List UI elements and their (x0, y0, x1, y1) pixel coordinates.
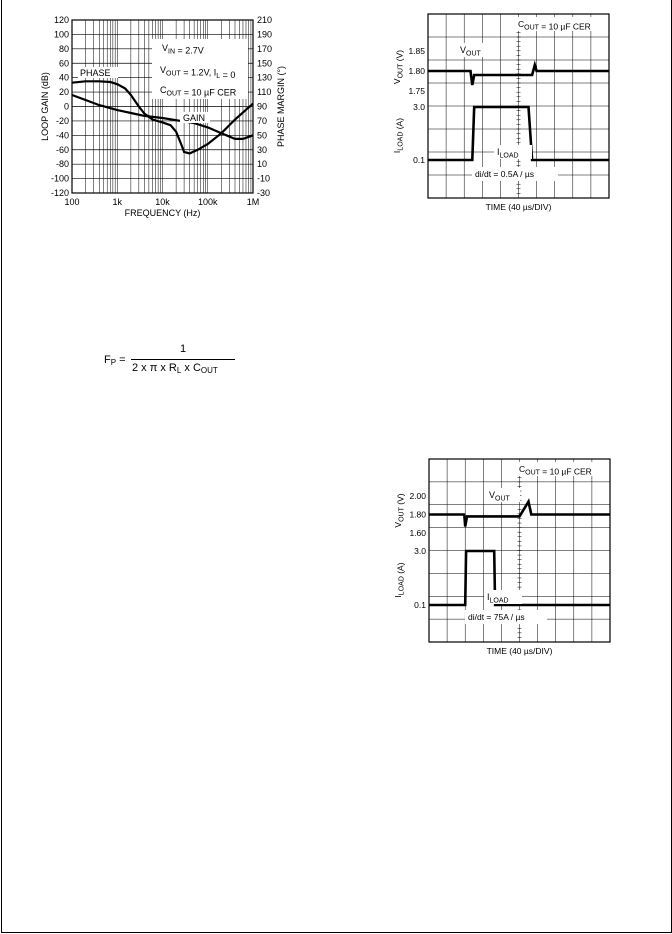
iload-axis-label: $I_{LOAD}$ (A) (393, 562, 406, 598)
y-tick-label: -80 (55, 159, 69, 170)
y-tick-label: 120 (53, 15, 69, 25)
series-label-vout: $V_{OUT}$ (460, 45, 481, 58)
vout-tick-label: 1.85 (408, 46, 425, 56)
x-tick-label: 1M (246, 197, 260, 207)
iload-tick-label: 0.1 (413, 155, 425, 165)
y2-tick-label: 170 (257, 43, 273, 54)
y2-tick-label: 150 (257, 58, 273, 69)
y-tick-label: -100 (50, 173, 69, 184)
series-label-phase: PHASE (80, 68, 111, 78)
y2-tick-label: 70 (257, 115, 268, 126)
x-axis-label: TIME (40 µs/DIV) (485, 202, 552, 212)
series-label-iload: $I_{LOAD}$ (487, 592, 509, 605)
series-label-iload: $I_{LOAD}$ (497, 147, 519, 160)
y-tick-label: 80 (58, 43, 69, 54)
vout-axis-label: $V_{OUT}$ (V) (392, 49, 405, 85)
y2-tick-label: 110 (257, 87, 272, 98)
y2-tick-label: -30 (257, 188, 271, 198)
fraction-bar (131, 359, 235, 360)
annotation-didt: di/dt = 0.5A / µs (475, 169, 535, 179)
series-label-gain: GAIN (183, 113, 206, 123)
annotation-cout: $C_{OUT} = 10$ µF CER (518, 19, 591, 32)
x-axis-label: TIME (40 µs/DIV) (486, 646, 553, 656)
iload-tick-label: 3.0 (414, 546, 426, 556)
y2-axis-label: PHASE MARGIN (°) (276, 65, 286, 148)
y2-tick-label: 50 (257, 130, 268, 141)
y-tick-label: 40 (58, 72, 69, 83)
x-tick-label: 100k (197, 197, 218, 207)
y-tick-label: -40 (55, 130, 69, 141)
annotation-cout: $C_{OUT} = 10$ µF CER (160, 85, 237, 98)
y2-tick-label: 190 (257, 29, 273, 40)
x-tick-label: 10k (155, 197, 170, 207)
vout-tick-label: 1.80 (409, 509, 426, 520)
y-tick-label: -20 (55, 115, 69, 126)
annotation-didt: di/dt = 75A / µs (468, 612, 525, 622)
formula-numerator: 1 (180, 343, 187, 355)
y-tick-label: 100 (53, 29, 69, 40)
annotation-cout: $C_{OUT} = 10$ µF CER (519, 464, 592, 477)
iload-tick-label: 3.0 (413, 102, 425, 112)
y2-tick-label: 130 (257, 72, 273, 83)
y-tick-label: -60 (55, 144, 69, 155)
iload-axis-label: $I_{LOAD}$ (A) (392, 117, 405, 154)
y-tick-label: -120 (50, 188, 69, 198)
y2-tick-label: -10 (257, 173, 271, 184)
series-label-vout: $V_{OUT}$ (489, 490, 510, 503)
vout-tick-label: 2.00 (409, 491, 426, 501)
vout-tick-label: 1.80 (408, 66, 425, 76)
formula-lhs: $F_P$ = (104, 354, 126, 367)
x-tick-label: 100 (64, 197, 80, 207)
y-tick-label: 60 (58, 58, 69, 69)
y-tick-label: 0 (63, 101, 69, 112)
formula-denominator: 2 x π x $R_L$ x $C_{OUT}$ (132, 362, 218, 375)
vout-axis-label: $V_{OUT}$ (V) (393, 493, 406, 528)
annotation-vout: $V_{OUT} = 1.2V$, $I_L = 0$ (160, 65, 236, 80)
y-axis-label: LOOP GAIN (dB) (40, 72, 50, 141)
vout-tick-label: 1.75 (408, 86, 425, 96)
y2-tick-label: 210 (257, 15, 273, 25)
x-tick-label: 1k (112, 197, 123, 207)
pole-frequency-formula (104, 342, 244, 382)
iload-tick-label: 0.1 (414, 600, 426, 610)
x-axis-label: FREQUENCY (Hz) (124, 208, 201, 218)
annotation-vin: $V_{IN} = 2.7V$ (162, 43, 204, 56)
vout-tick-label: 1.60 (409, 528, 426, 538)
y2-tick-label: 30 (257, 144, 268, 155)
y-tick-label: 20 (58, 87, 69, 98)
y2-tick-label: 10 (257, 159, 268, 170)
y2-tick-label: 90 (257, 101, 268, 112)
